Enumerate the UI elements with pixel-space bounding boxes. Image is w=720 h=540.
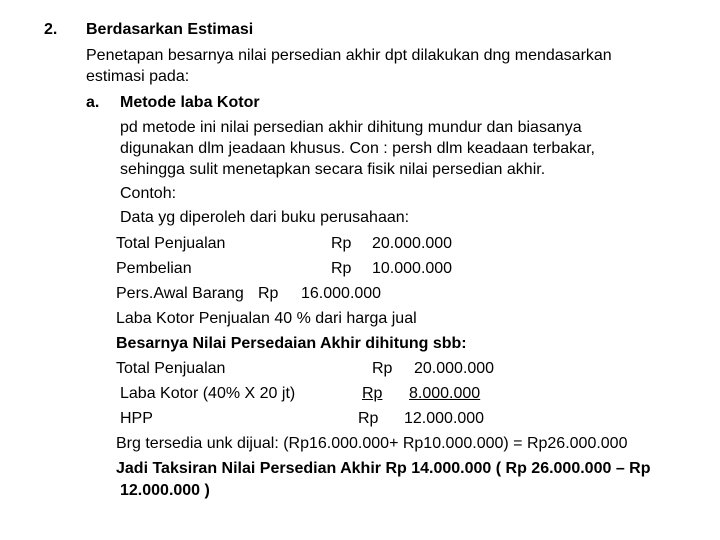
subsection-title: Metode laba Kotor bbox=[120, 94, 260, 111]
data-row-label: Pembelian bbox=[116, 260, 192, 277]
section-title: Berdasarkan Estimasi bbox=[86, 21, 254, 38]
calc-row-label: HPP bbox=[120, 410, 153, 427]
intro-text-line2: estimasi pada: bbox=[86, 68, 190, 85]
data-row-label: Total Penjualan bbox=[116, 235, 226, 252]
calc-row-currency: Rp bbox=[362, 385, 383, 402]
calc-row-label: Total Penjualan bbox=[116, 360, 226, 377]
calculation-heading: Besarnya Nilai Persedaian Akhir dihitung sbb: bbox=[116, 335, 467, 352]
gross-profit-note: Laba Kotor Penjualan 40 % dari harga jual bbox=[116, 310, 417, 327]
calc-row-value: 12.000.000 bbox=[404, 410, 485, 427]
example-label: Contoh: bbox=[120, 185, 177, 202]
data-row-currency: Rp bbox=[331, 235, 352, 252]
data-row-currency: Rp bbox=[331, 260, 352, 277]
calc-row-currency: Rp bbox=[358, 410, 379, 427]
data-row-value: 20.000.000 bbox=[372, 235, 453, 252]
goods-available-line: Brg tersedia unk dijual: (Rp16.000.000+ Rp10.000.000) = Rp26.000.000 bbox=[116, 435, 628, 452]
calc-row-currency: Rp bbox=[372, 360, 393, 377]
section-number: 2. bbox=[44, 21, 58, 38]
calc-row-value: 20.000.000 bbox=[414, 360, 495, 377]
conclusion-line1: Jadi Taksiran Nilai Persedian Akhir Rp 14.000.000 ( Rp 26.000.000 – Rp bbox=[116, 460, 651, 477]
method-description-line2: digunakan dlm jeadaan khusus. Con : persh dlm keadaan terbakar, bbox=[120, 140, 595, 157]
conclusion-line2: 12.000.000 ) bbox=[120, 482, 210, 499]
calc-row-label: Laba Kotor (40% X 20 jt) bbox=[120, 385, 296, 402]
intro-text-line1: Penetapan besarnya nilai persedian akhir dpt dilakukan dng mendasarkan bbox=[86, 47, 612, 64]
method-description-line3: sehingga sulit menetapkan secara fisik nilai persedian akhir. bbox=[120, 161, 546, 178]
data-row-value: 10.000.000 bbox=[372, 260, 453, 277]
subsection-letter: a. bbox=[86, 94, 100, 111]
data-row-currency: Rp bbox=[258, 285, 279, 302]
data-intro: Data yg diperoleh dari buku perusahaan: bbox=[120, 209, 410, 226]
method-description-line1: pd metode ini nilai persedian akhir dihitung mundur dan biasanya bbox=[120, 119, 582, 136]
data-row-label: Pers.Awal Barang bbox=[116, 285, 244, 302]
data-row-value: 16.000.000 bbox=[301, 285, 382, 302]
calc-row-value: 8.000.000 bbox=[409, 385, 481, 402]
